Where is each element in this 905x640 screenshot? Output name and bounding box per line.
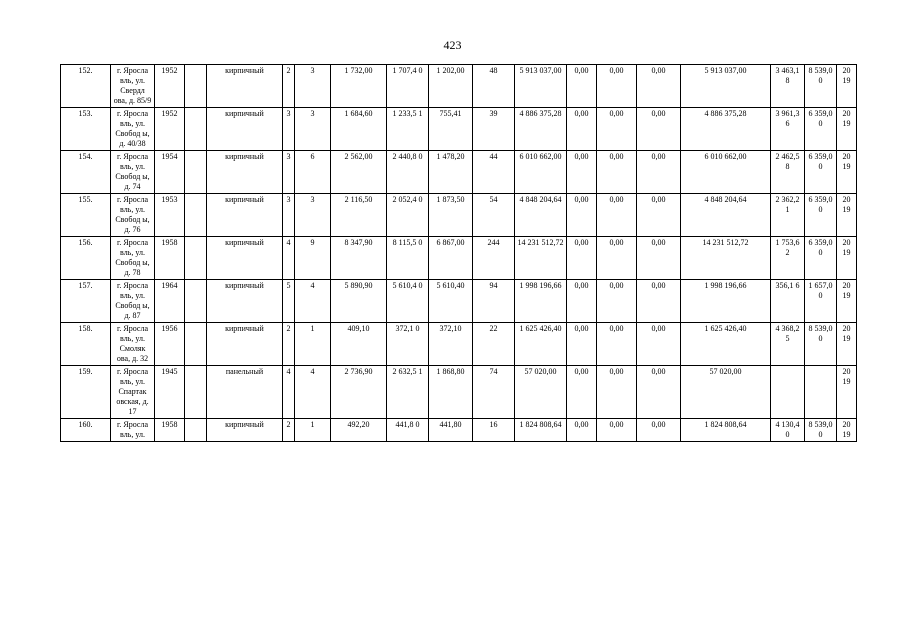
- regional-cost-cell: 0,00: [597, 366, 637, 419]
- row-number-cell: 152.: [61, 65, 111, 108]
- regional-cost-cell: 0,00: [597, 108, 637, 151]
- entrances-cell: 4: [295, 280, 331, 323]
- row-number-cell: 159.: [61, 366, 111, 419]
- year-cell: 1945: [155, 366, 185, 419]
- total-cost-cell: 6 010 662,00: [515, 151, 567, 194]
- living-area-cell: 2 052,4 0: [387, 194, 429, 237]
- material-cell: панельный: [207, 366, 283, 419]
- entrances-cell: 3: [295, 108, 331, 151]
- term-cell: 20 19: [837, 366, 857, 419]
- municipal-cost-cell: 0,00: [637, 194, 681, 237]
- owner-cost-cell: 1 824 808,64: [681, 419, 771, 442]
- year-cell: 1958: [155, 237, 185, 280]
- living-area-cell: 372,1 0: [387, 323, 429, 366]
- blank-cell: [185, 65, 207, 108]
- table-row: [61, 280, 857, 323]
- year-cell: 1956: [155, 323, 185, 366]
- blank-cell: [185, 419, 207, 442]
- total-area-cell: 1 684,60: [331, 108, 387, 151]
- blank-cell: [185, 108, 207, 151]
- floors-cell: 2: [283, 419, 295, 442]
- residents-cell: 16: [473, 419, 515, 442]
- floors-cell: 3: [283, 194, 295, 237]
- material-cell: кирпичный: [207, 65, 283, 108]
- year-cell: 1954: [155, 151, 185, 194]
- residential-area-cell: 755,41: [429, 108, 473, 151]
- row-number-cell: 153.: [61, 108, 111, 151]
- year-cell: 1958: [155, 419, 185, 442]
- owner-cost-cell: 1 625 426,40: [681, 323, 771, 366]
- limit-cost-cell: 8 539,0 0: [805, 65, 837, 108]
- owner-cost-cell: 5 913 037,00: [681, 65, 771, 108]
- residents-cell: 94: [473, 280, 515, 323]
- total-cost-cell: 57 020,00: [515, 366, 567, 419]
- fund-cost-cell: 0,00: [567, 323, 597, 366]
- floors-cell: 3: [283, 108, 295, 151]
- entrances-cell: 3: [295, 194, 331, 237]
- fund-cost-cell: 0,00: [567, 65, 597, 108]
- table-row: [61, 151, 857, 194]
- residents-cell: 54: [473, 194, 515, 237]
- total-area-cell: 8 347,90: [331, 237, 387, 280]
- total-cost-cell: 1 824 808,64: [515, 419, 567, 442]
- residents-cell: 22: [473, 323, 515, 366]
- total-area-cell: 1 732,00: [331, 65, 387, 108]
- blank-cell: [185, 366, 207, 419]
- residential-area-cell: 1 202,00: [429, 65, 473, 108]
- total-area-cell: 409,10: [331, 323, 387, 366]
- cost-per-sqm-cell: 356,1 6: [771, 280, 805, 323]
- residents-cell: 244: [473, 237, 515, 280]
- term-cell: 20 19: [837, 323, 857, 366]
- total-area-cell: 492,20: [331, 419, 387, 442]
- regional-cost-cell: 0,00: [597, 280, 637, 323]
- floors-cell: 2: [283, 323, 295, 366]
- term-cell: 20 19: [837, 108, 857, 151]
- living-area-cell: 1 707,4 0: [387, 65, 429, 108]
- limit-cost-cell: 6 359,0 0: [805, 194, 837, 237]
- floors-cell: 4: [283, 366, 295, 419]
- term-cell: 20 19: [837, 65, 857, 108]
- residential-area-cell: 6 867,00: [429, 237, 473, 280]
- fund-cost-cell: 0,00: [567, 366, 597, 419]
- cost-per-sqm-cell: 3 463,1 8: [771, 65, 805, 108]
- limit-cost-cell: 6 359,0 0: [805, 151, 837, 194]
- limit-cost-cell: 6 359,0 0: [805, 237, 837, 280]
- total-cost-cell: 4 886 375,28: [515, 108, 567, 151]
- row-number-cell: 154.: [61, 151, 111, 194]
- row-number-cell: 156.: [61, 237, 111, 280]
- term-cell: 20 19: [837, 194, 857, 237]
- fund-cost-cell: 0,00: [567, 237, 597, 280]
- owner-cost-cell: 6 010 662,00: [681, 151, 771, 194]
- municipal-cost-cell: 0,00: [637, 366, 681, 419]
- year-cell: 1953: [155, 194, 185, 237]
- cost-per-sqm-cell: 2 362,2 1: [771, 194, 805, 237]
- cost-per-sqm-cell: 3 961,3 6: [771, 108, 805, 151]
- material-cell: кирпичный: [207, 280, 283, 323]
- address-cell: г. Яросла вль, ул. Свердл ова, д. 85/9: [111, 65, 155, 108]
- entrances-cell: 3: [295, 65, 331, 108]
- address-cell: г. Яросла вль, ул. Свобод ы, д. 76: [111, 194, 155, 237]
- floors-cell: 2: [283, 65, 295, 108]
- fund-cost-cell: 0,00: [567, 280, 597, 323]
- fund-cost-cell: 0,00: [567, 419, 597, 442]
- address-cell: г. Яросла вль, ул. Спартак овская, д. 17: [111, 366, 155, 419]
- total-area-cell: 2 736,90: [331, 366, 387, 419]
- municipal-cost-cell: 0,00: [637, 323, 681, 366]
- material-cell: кирпичный: [207, 151, 283, 194]
- cost-per-sqm-cell: 1 753,6 2: [771, 237, 805, 280]
- total-cost-cell: 1 625 426,40: [515, 323, 567, 366]
- entrances-cell: 9: [295, 237, 331, 280]
- residents-cell: 39: [473, 108, 515, 151]
- owner-cost-cell: 4 886 375,28: [681, 108, 771, 151]
- term-cell: 20 19: [837, 237, 857, 280]
- address-cell: г. Яросла вль, ул. Свобод ы, д. 40/38: [111, 108, 155, 151]
- owner-cost-cell: 1 998 196,66: [681, 280, 771, 323]
- page-number: 423: [443, 38, 462, 52]
- total-cost-cell: 4 848 204,64: [515, 194, 567, 237]
- limit-cost-cell: 6 359,0 0: [805, 108, 837, 151]
- address-cell: г. Яросла вль, ул. Свобод ы, д. 74: [111, 151, 155, 194]
- entrances-cell: 6: [295, 151, 331, 194]
- fund-cost-cell: 0,00: [567, 194, 597, 237]
- total-cost-cell: 1 998 196,66: [515, 280, 567, 323]
- blank-cell: [185, 194, 207, 237]
- blank-cell: [185, 280, 207, 323]
- blank-cell: [185, 237, 207, 280]
- floors-cell: 5: [283, 280, 295, 323]
- table-row: [61, 419, 857, 442]
- residential-area-cell: 1 868,80: [429, 366, 473, 419]
- fund-cost-cell: 0,00: [567, 151, 597, 194]
- regional-cost-cell: 0,00: [597, 194, 637, 237]
- floors-cell: 4: [283, 237, 295, 280]
- regional-cost-cell: 0,00: [597, 419, 637, 442]
- entrances-cell: 1: [295, 323, 331, 366]
- year-cell: 1952: [155, 108, 185, 151]
- term-cell: 20 19: [837, 280, 857, 323]
- residential-area-cell: 1 873,50: [429, 194, 473, 237]
- total-area-cell: 2 562,00: [331, 151, 387, 194]
- address-cell: г. Яросла вль, ул. Свобод ы, д. 78: [111, 237, 155, 280]
- table-row: [61, 323, 857, 366]
- regional-cost-cell: 0,00: [597, 65, 637, 108]
- table-row: [61, 366, 857, 419]
- total-area-cell: 5 890,90: [331, 280, 387, 323]
- living-area-cell: 2 440,8 0: [387, 151, 429, 194]
- blank-cell: [185, 323, 207, 366]
- limit-cost-cell: 8 539,0 0: [805, 419, 837, 442]
- municipal-cost-cell: 0,00: [637, 419, 681, 442]
- floors-cell: 3: [283, 151, 295, 194]
- year-cell: 1964: [155, 280, 185, 323]
- living-area-cell: 2 632,5 1: [387, 366, 429, 419]
- fund-cost-cell: 0,00: [567, 108, 597, 151]
- municipal-cost-cell: 0,00: [637, 151, 681, 194]
- cost-per-sqm-cell: 2 462,5 8: [771, 151, 805, 194]
- residential-area-cell: 5 610,40: [429, 280, 473, 323]
- table-row: [61, 65, 857, 108]
- living-area-cell: 8 115,5 0: [387, 237, 429, 280]
- total-area-cell: 2 116,50: [331, 194, 387, 237]
- material-cell: кирпичный: [207, 194, 283, 237]
- housing-registry-table: [60, 64, 857, 442]
- table-row: [61, 237, 857, 280]
- regional-cost-cell: 0,00: [597, 323, 637, 366]
- limit-cost-cell: [805, 366, 837, 419]
- table-row: [61, 194, 857, 237]
- table-row: [61, 108, 857, 151]
- address-cell: г. Яросла вль, ул. Свобод ы, д. 87: [111, 280, 155, 323]
- residential-area-cell: 372,10: [429, 323, 473, 366]
- limit-cost-cell: 1 657,0 0: [805, 280, 837, 323]
- entrances-cell: 1: [295, 419, 331, 442]
- row-number-cell: 160.: [61, 419, 111, 442]
- residential-area-cell: 441,80: [429, 419, 473, 442]
- owner-cost-cell: 14 231 512,72: [681, 237, 771, 280]
- year-cell: 1952: [155, 65, 185, 108]
- material-cell: кирпичный: [207, 323, 283, 366]
- residents-cell: 48: [473, 65, 515, 108]
- municipal-cost-cell: 0,00: [637, 108, 681, 151]
- blank-cell: [185, 151, 207, 194]
- row-number-cell: 158.: [61, 323, 111, 366]
- residential-area-cell: 1 478,20: [429, 151, 473, 194]
- entrances-cell: 4: [295, 366, 331, 419]
- material-cell: кирпичный: [207, 108, 283, 151]
- residents-cell: 74: [473, 366, 515, 419]
- municipal-cost-cell: 0,00: [637, 280, 681, 323]
- material-cell: кирпичный: [207, 419, 283, 442]
- regional-cost-cell: 0,00: [597, 237, 637, 280]
- cost-per-sqm-cell: 4 130,4 0: [771, 419, 805, 442]
- address-cell: г. Яросла вль, ул.: [111, 419, 155, 442]
- row-number-cell: 155.: [61, 194, 111, 237]
- municipal-cost-cell: 0,00: [637, 237, 681, 280]
- owner-cost-cell: 57 020,00: [681, 366, 771, 419]
- living-area-cell: 1 233,5 1: [387, 108, 429, 151]
- living-area-cell: 5 610,4 0: [387, 280, 429, 323]
- residents-cell: 44: [473, 151, 515, 194]
- row-number-cell: 157.: [61, 280, 111, 323]
- municipal-cost-cell: 0,00: [637, 65, 681, 108]
- owner-cost-cell: 4 848 204,64: [681, 194, 771, 237]
- term-cell: 20 19: [837, 419, 857, 442]
- cost-per-sqm-cell: [771, 366, 805, 419]
- address-cell: г. Яросла вль, ул. Смоляк ова, д. 32: [111, 323, 155, 366]
- material-cell: кирпичный: [207, 237, 283, 280]
- cost-per-sqm-cell: 4 368,2 5: [771, 323, 805, 366]
- living-area-cell: 441,8 0: [387, 419, 429, 442]
- total-cost-cell: 14 231 512,72: [515, 237, 567, 280]
- term-cell: 20 19: [837, 151, 857, 194]
- regional-cost-cell: 0,00: [597, 151, 637, 194]
- total-cost-cell: 5 913 037,00: [515, 65, 567, 108]
- limit-cost-cell: 8 539,0 0: [805, 323, 837, 366]
